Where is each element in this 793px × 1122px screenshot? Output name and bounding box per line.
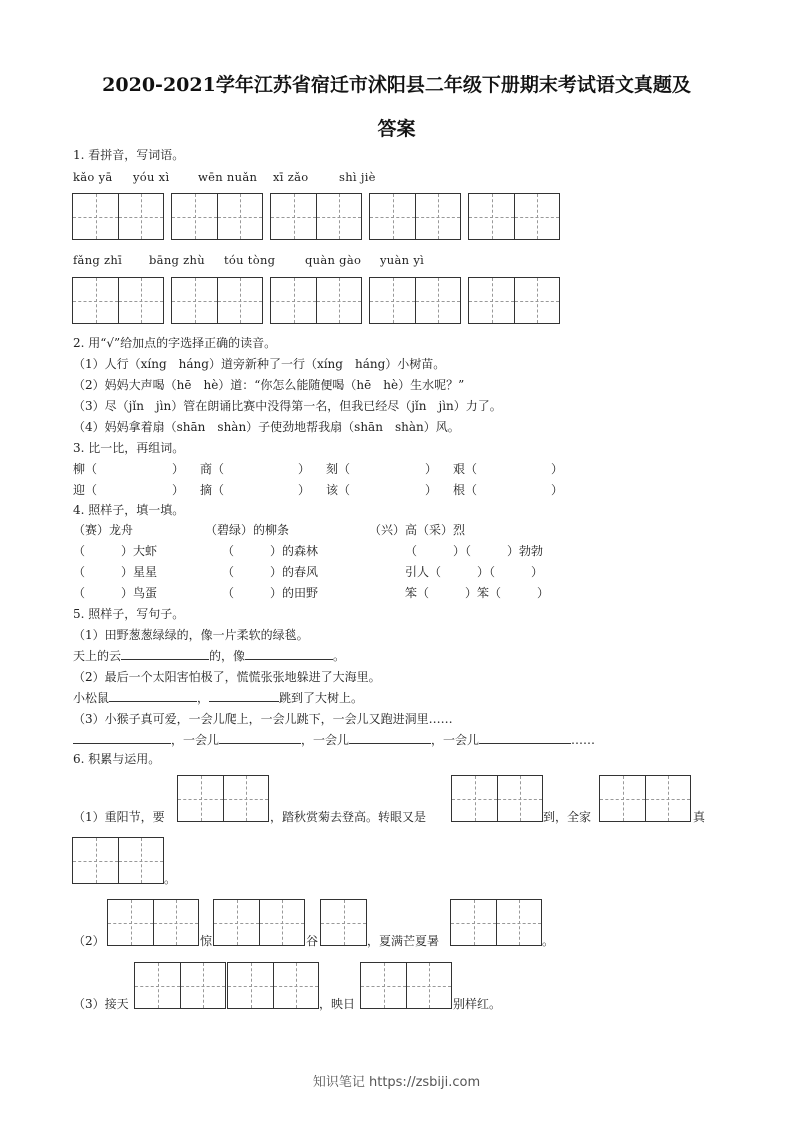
q6-s1-text: （1）重阳节，要 [73,810,165,824]
answer-text: ，一会儿 [431,733,480,747]
answer-text: 小松鼠 [73,691,110,705]
pinyin: yuàn yì [380,253,425,267]
writing-grid[interactable] [72,837,164,884]
writing-grid[interactable] [171,193,263,240]
writing-grid[interactable] [177,775,269,822]
q5-example-3: （3）小猴子真可爱，一会儿爬上，一会儿跳下，一会儿又跑进洞里…… [73,712,453,726]
q2-item: （4）妈妈拿着扇（shān shàn）子使劲地帮我扇（shān shàn）风。 [73,420,460,434]
pinyin: fǎng zhī [73,253,123,267]
q3-char-close: ） [298,483,311,497]
pinyin: quàn gào [305,253,362,267]
q6-s1-text: 真 [693,810,706,824]
q4-cell: （ ）的森林 [222,544,319,558]
blank-line[interactable] [209,689,279,702]
q6-s3-text: ，映日 [319,997,356,1011]
pinyin: wēn nuǎn [198,170,258,184]
q4-cell: （ ）星星 [73,565,158,579]
q3-char: 商（ [200,462,225,476]
q6-s2-text: 惊 [200,934,213,948]
pinyin: bāng zhù [149,253,205,267]
q3-heading: 3. 比一比，再组词。 [73,441,185,455]
q5-answer-3 [73,731,595,748]
writing-grid[interactable] [270,277,362,324]
answer-text: ，一会儿 [171,733,220,747]
q6-s2-text: （2） [73,934,105,948]
writing-grid[interactable] [107,899,199,946]
q3-char: 艰（ [453,462,478,476]
writing-grid[interactable] [320,899,367,946]
q6-s1-text: 。 [164,872,177,886]
q3-char: 摘（ [200,483,225,497]
q4-cell: （ ）鸟蛋 [73,586,158,600]
q3-char: 该（ [326,483,351,497]
writing-grid[interactable] [468,193,560,240]
q6-s2-text: ，夏满芒夏暑 [367,934,440,948]
writing-grid[interactable] [227,962,319,1009]
q2-item: （2）妈妈大声喝（hē hè）道：“你怎么能随便喝（hē hè）生水呢？” [73,378,465,392]
q6-s1-text: 到，全家 [543,810,592,824]
q3-char-close: ） [551,483,564,497]
q4-cell: （赛）龙舟 [73,523,134,537]
pinyin: xī zǎo [273,170,309,184]
q4-heading: 4. 照样子，填一填。 [73,503,185,517]
writing-grid[interactable] [72,277,164,324]
q3-char-close: ） [172,462,185,476]
q4-cell: （兴）高（采）烈 [369,523,466,537]
q6-s2-text: 谷 [306,934,319,948]
q3-char-close: ） [551,462,564,476]
document-title-line2: 答案 [377,118,416,140]
answer-text: ， [197,691,210,705]
pinyin: kǎo yā [73,170,113,184]
writing-grid[interactable] [171,277,263,324]
q3-char-close: ） [298,462,311,476]
writing-grid[interactable] [360,962,452,1009]
q4-cell: （ ）的春风 [222,565,319,579]
pinyin: shì jiè [339,170,376,184]
q6-s3-text: （3）接天 [73,997,129,1011]
q4-cell: （ ）大虾 [73,544,158,558]
q6-s2-text: 。 [542,934,555,948]
q3-char-close: ） [425,462,438,476]
writing-grid[interactable] [72,193,164,240]
q4-cell: 笨（ ）笨（ ） [405,586,550,600]
q6-heading: 6. 积累与运用。 [73,752,161,766]
q4-cell: 引人（ ）（ ） [405,565,544,579]
answer-text: 。 [333,649,346,663]
q5-answer-1 [73,647,345,664]
blank-line[interactable] [121,647,209,660]
writing-grid[interactable] [369,277,461,324]
document-title-line1: 2020-2021学年江苏省宿迁市沭阳县二年级下册期末考试语文真题及 [102,74,691,96]
writing-grid[interactable] [134,962,226,1009]
q3-char: 柳（ [73,462,98,476]
answer-text: 的，像 [209,649,246,663]
writing-grid[interactable] [270,193,362,240]
blank-line[interactable] [245,647,333,660]
q5-heading: 5. 照样子，写句子。 [73,607,185,621]
writing-grid[interactable] [213,899,305,946]
writing-grid[interactable] [451,775,543,822]
writing-grid[interactable] [369,193,461,240]
blank-line[interactable] [479,731,571,744]
blank-line[interactable] [219,731,301,744]
writing-grid[interactable] [450,899,542,946]
q6-s3-text: 别样红。 [453,997,502,1011]
answer-text: ，一会儿 [301,733,350,747]
q3-char-close: ） [172,483,185,497]
q5-example-2: （2）最后一个太阳害怕极了，慌慌张张地躲进了大海里。 [73,670,381,684]
q1-heading: 1. 看拼音，写词语。 [73,148,185,162]
q4-cell: （碧绿）的柳条 [205,523,290,537]
writing-grid[interactable] [599,775,691,822]
q3-char: 根（ [453,483,478,497]
blank-line[interactable] [109,689,197,702]
q3-char: 迎（ [73,483,98,497]
pinyin: tóu tòng [224,253,276,267]
blank-line[interactable] [73,731,171,744]
answer-text: 跳到了大树上。 [279,691,364,705]
blank-line[interactable] [349,731,431,744]
writing-grid[interactable] [468,277,560,324]
q5-example-1: （1）田野葱葱绿绿的，像一片柔软的绿毯。 [73,628,309,642]
footer-watermark: 知识笔记 https://zsbiji.com [312,1075,481,1090]
q2-item: （3）尽（jǐn jìn）管在朗诵比赛中没得第一名，但我已经尽（jǐn jìn）力了。 [73,399,502,413]
q4-cell: （ ）（ ）勃勃 [405,544,544,558]
q6-s1-text: ，踏秋赏菊去登高。转眼又是 [270,810,427,824]
answer-text: 天上的云 [73,649,122,663]
q2-item: （1）人行（xíng háng）道旁新种了一行（xíng háng）小树苗。 [73,357,446,371]
answer-text: …… [571,733,596,747]
q3-char-close: ） [425,483,438,497]
q2-heading: 2. 用“√”给加点的字选择正确的读音。 [73,336,277,350]
q4-cell: （ ）的田野 [222,586,319,600]
pinyin: yóu xì [133,170,170,184]
q3-char: 刻（ [326,462,351,476]
q5-answer-2 [73,689,363,706]
